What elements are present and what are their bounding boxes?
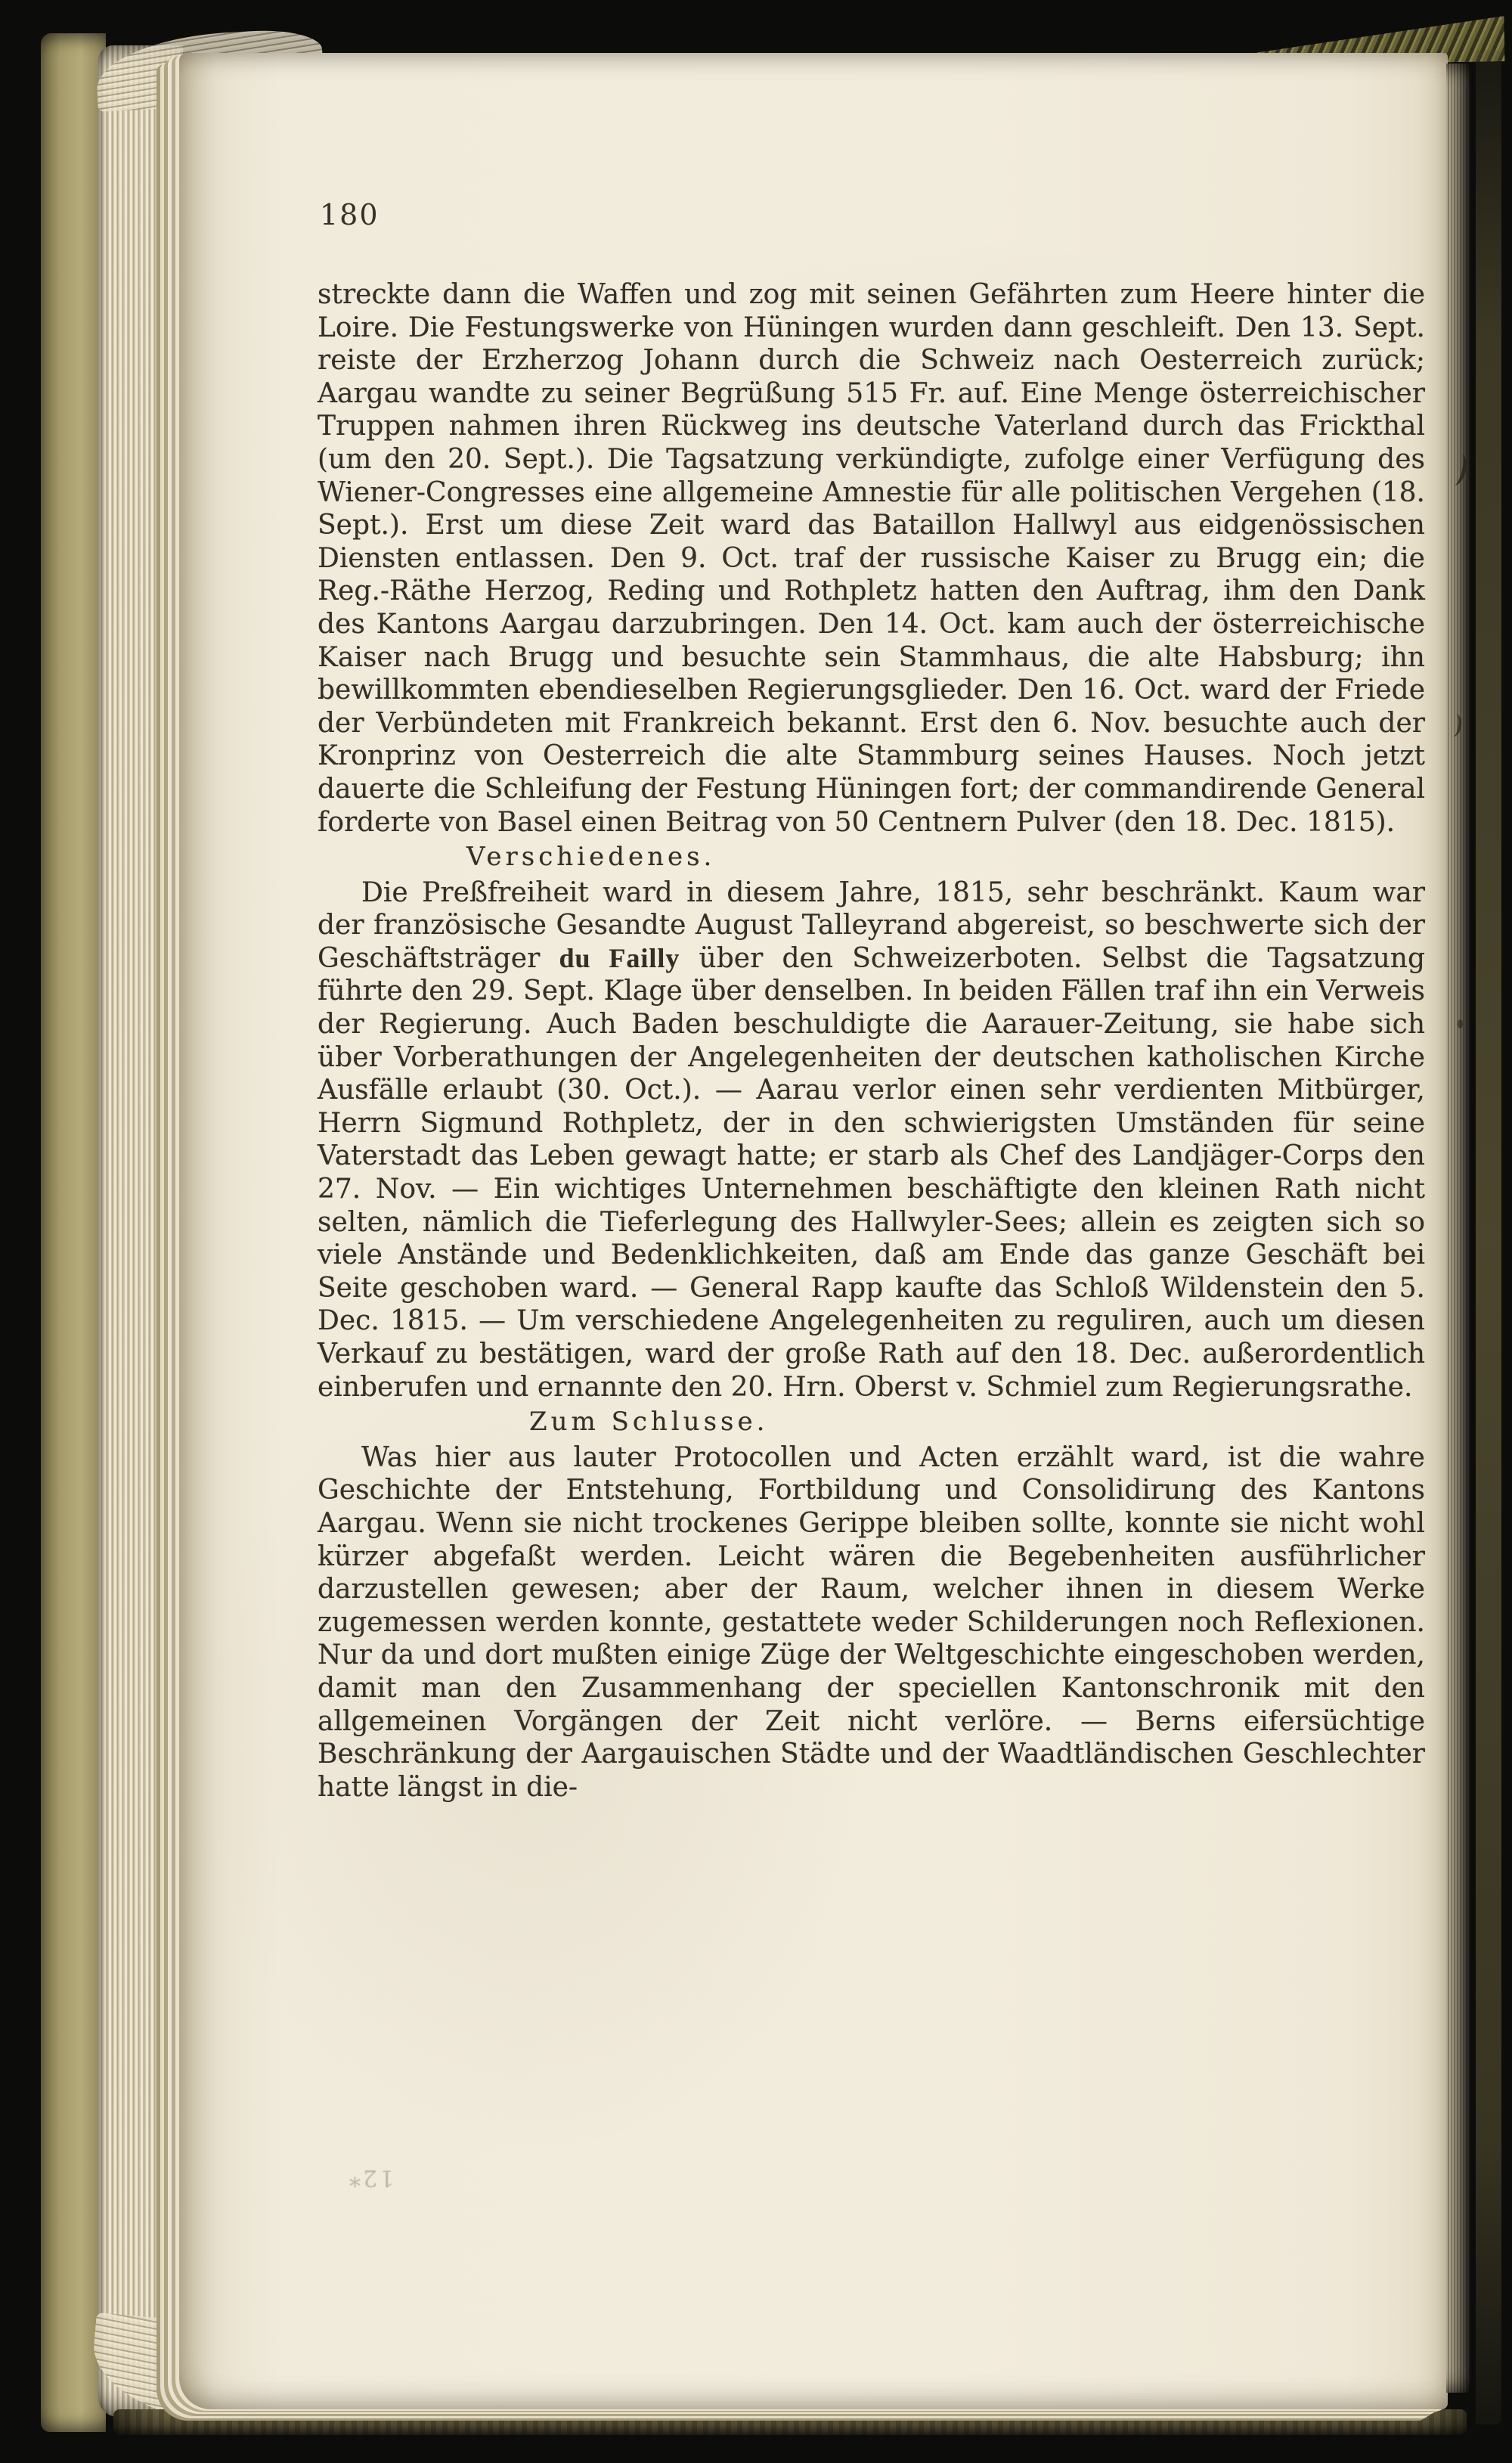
section-heading-verschiedenes: Verschiedenes. (466, 842, 716, 873)
emphasized-name: du Failly (559, 942, 680, 973)
paragraph-continuation: streckte dann die Waffen und zog mit seinen Gefährten zum Heere hinter die Loire. Die Festungswerke von Hüningen wurden dann geschleift. Den 13. Sept. reiste der Erzherzog Johann durch die Schweiz nach Oesterreich zurück; Aargau wandte zu seiner Begrüßung 515 Fr. auf. Eine Menge österreichischer Truppen nahmen ihren Rückweg ins deutsche Vaterland durch das Frickthal (um den 20. Sept.). Die Tagsatzung verkündigte, zufolge einer Verfügung des Wiener-Congresses eine allgemeine Amnestie für alle politischen Vergehen (18. Sept.). Erst um diese Zeit ward das Bataillon Hallwyl aus eidgenössischen Diensten entlassen. Den 9. Oct. traf der russische Kaiser zu Brugg ein; die Reg.-Räthe Herzog, Reding und Rothpletz hatten den Auftrag, ihm den Dank des Kantons Aargau darzubringen. Den 14. Oct. kam auch der österreichische Kaiser nach Brugg und besuchte sein Stammhaus, die alte Habsburg; ihn bewillkommten ebendieselben Regierungsglieder. Den 16. Oct. ward der Friede der Verbündeten mit Frankreich bekannt. Erst den 6. Nov. besuchte auch der Kronprinz von Oesterreich die alte Stammburg seines Hauses. Noch jetzt dauerte die Schleifung der Festung Hüningen fort; der commandirende General forderte von Basel einen Beitrag von 50 Centnern Pulver (den 18. Dec. 1815). (318, 279, 1425, 838)
edge-ink-mark (1458, 1019, 1463, 1028)
paragraph-schluss: Was hier aus lauter Protocollen und Acten erzählt ward, ist die wahre Geschichte der Entstehung, Fortbildung und Consolidirung des Kantons Aargau. Wenn sie nicht trockenes Gerippe bleiben sollte, konnte sie nicht wohl kürzer abgefaßt werden. Leicht wären die Begebenheiten ausführlicher darzustellen gewesen; aber der Raum, welcher ihnen in diesem Werke zugemessen werden konnte, gestattete weder Schilderungen noch Reflexionen. Nur da und dort mußten einige Züge der Weltgeschichte eingeschoben werden, damit man den Zusammenhang der speciellen Kantonschronik mit den allgemeinen Vorgängen der Zeit nicht verlöre. — Berns eifersüchtige Beschränkung der Aargauischen Städte und der Waadtländischen Geschlechter hatte längst in die- (318, 1441, 1425, 1803)
book-cover-edge-left (41, 33, 106, 2432)
paragraph-text: über den Schweizerboten. Selbst die Tagsatzung führte den 29. Sept. Klage über denselben. In beiden Fällen traf ihn ein Verweis der Regierung. Auch Baden beschuldigte die Aarauer-Zeitung, sie habe sich über Vorberathungen der Angelegenheiten der deutschen katholischen Kirche Ausfälle erlaubt (30. Oct.). — Aarau verlor einen sehr verdienten Mitbürger, Herrn Sigmund Rothpletz, der in den schwierigsten Umständen für seine Vaterstadt das Leben gewagt hatte; er starb als Chef des Landjäger-Corps den 27. Nov. — Ein wichtiges Unternehmen beschäftigte den kleinen Rath nicht selten, nämlich die Tieferlegung des Hallwyler-Sees; allein es zeigten sich so viele Anstände und Bedenklichkeiten, daß am Ende das ganze Geschäft bei Seite geschoben ward. — General Rapp kaufte das Schloß Wildenstein den 5. Dec. 1815. — Um verschiedene Angelegenheiten zu reguliren, auch um diesen Verkauf zu bestätigen, ward der große Rath auf den 18. Dec. außerordentlich einberufen und ernannte den 20. Hrn. Oberst v. Schmiel zum Regierungsrathe. (318, 942, 1425, 1403)
page-stack-edges (98, 45, 183, 2417)
page-number: 180 (320, 198, 380, 231)
book-bottom-edge (113, 2409, 1467, 2435)
page-fore-edge-right (1446, 64, 1470, 2393)
text-block (318, 278, 1425, 1804)
book-cover-edge-right (1476, 50, 1501, 2424)
show-through-signature-mark: 12* (347, 2164, 395, 2191)
book-page (179, 53, 1448, 2409)
section-heading-zum-schlusse: Zum Schlusse. (529, 1407, 769, 1438)
paragraph-text: Die Preßfreiheit ward in diesem Jahre, 1815, sehr beschränkt. Kaum war der französische Gesandte August Talleyrand abgereist, so beschwerte sich der Geschäftsträger (318, 876, 1425, 974)
paragraph-verschiedenes (318, 876, 1425, 1404)
